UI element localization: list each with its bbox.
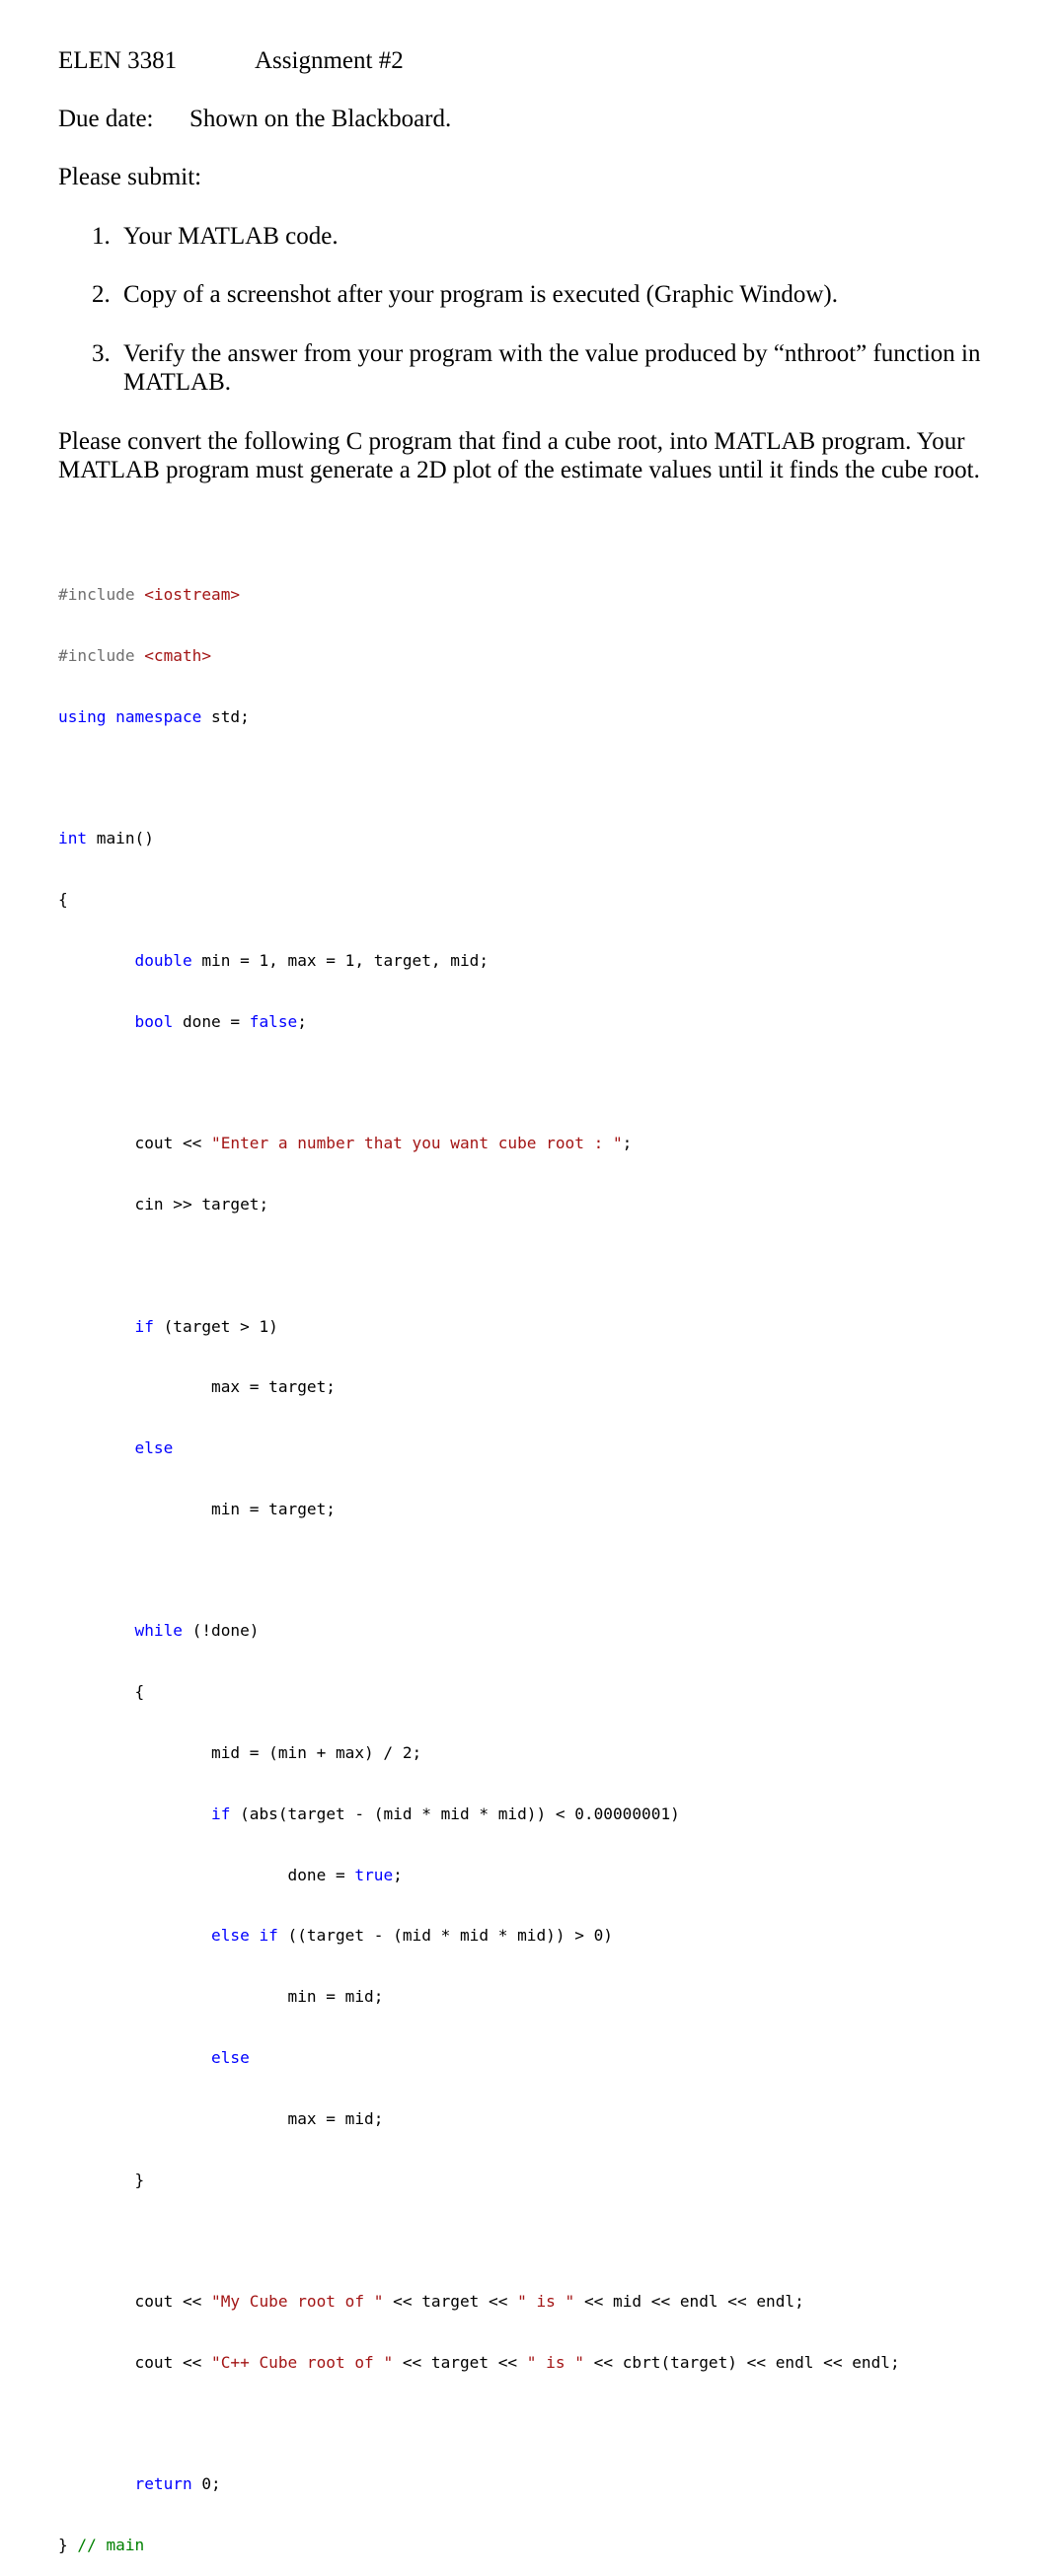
- code-line: cout << "My Cube root of " << target << " is " << mid << endl << endl;: [58, 2292, 804, 2312]
- list-item-number: 1.: [92, 223, 111, 250]
- code-line: #include <iostream>: [58, 585, 241, 605]
- code-line: if (target > 1): [134, 1316, 278, 1336]
- code-line-blank: [58, 769, 900, 789]
- code-line: } // main: [58, 2536, 145, 2555]
- code-line-blank: [58, 1072, 900, 1093]
- code-line: return 0;: [134, 2474, 221, 2494]
- due-date-label: Due date:: [58, 106, 154, 132]
- code-line: cout << "Enter a number that you want cube root : ";: [58, 1134, 633, 1153]
- submit-label: Please submit:: [58, 164, 202, 190]
- code-line-blank: [58, 1561, 900, 1582]
- assignment-title: Assignment #2: [255, 47, 404, 74]
- code-line-blank: [58, 2414, 900, 2435]
- code-line-blank: [58, 1256, 900, 1277]
- code-line: else if ((target - (mid * mid * mid)) > 0): [211, 1926, 613, 1946]
- code-line: cin >> target;: [58, 1195, 269, 1214]
- code-line: max = mid;: [58, 2108, 384, 2128]
- code-line: int main(): [58, 829, 154, 848]
- list-item-continuation: MATLAB.: [123, 369, 232, 396]
- list-item: Verify the answer from your program with the value produced by “nthroot” function in: [123, 340, 981, 367]
- list-item: Copy of a screenshot after your program is executed (Graphic Window).: [123, 281, 838, 308]
- code-line: {: [58, 890, 68, 910]
- code-line: using namespace std;: [58, 706, 250, 726]
- code-line: done = true;: [58, 1865, 403, 1884]
- instructions-line-2: MATLAB program must generate a 2D plot of the estimate values until it finds the cube root.: [58, 457, 980, 483]
- list-item-number: 3.: [92, 340, 111, 367]
- code-line: max = target;: [58, 1377, 336, 1397]
- code-line: mid = (min + max) / 2;: [58, 1743, 422, 1763]
- code-listing: [58, 545, 900, 2576]
- code-line: #include <cmath>: [58, 645, 212, 665]
- code-line: }: [58, 2170, 145, 2189]
- list-item-number: 2.: [92, 281, 111, 308]
- code-line: while (!done): [134, 1621, 260, 1641]
- code-line: else: [211, 2047, 250, 2067]
- due-date-value: Shown on the Blackboard.: [189, 106, 452, 132]
- instructions-line-1: Please convert the following C program that find a cube root, into MATLAB program. Your: [58, 428, 965, 455]
- code-line: {: [58, 1682, 145, 1702]
- code-line: cout << "C++ Cube root of " << target << " is " << cbrt(target) << endl << endl;: [58, 2352, 900, 2372]
- code-line: if (abs(target - (mid * mid * mid)) < 0.00000001): [211, 1803, 680, 1823]
- course-code: ELEN 3381: [58, 47, 178, 74]
- list-item: Your MATLAB code.: [123, 223, 339, 250]
- code-line: bool done = false;: [134, 1011, 307, 1031]
- code-line: double min = 1, max = 1, target, mid;: [134, 950, 490, 970]
- code-line: min = mid;: [58, 1987, 384, 2007]
- code-line: min = target;: [58, 1499, 336, 1518]
- code-line: else: [134, 1438, 174, 1458]
- code-line-blank: [58, 2231, 900, 2251]
